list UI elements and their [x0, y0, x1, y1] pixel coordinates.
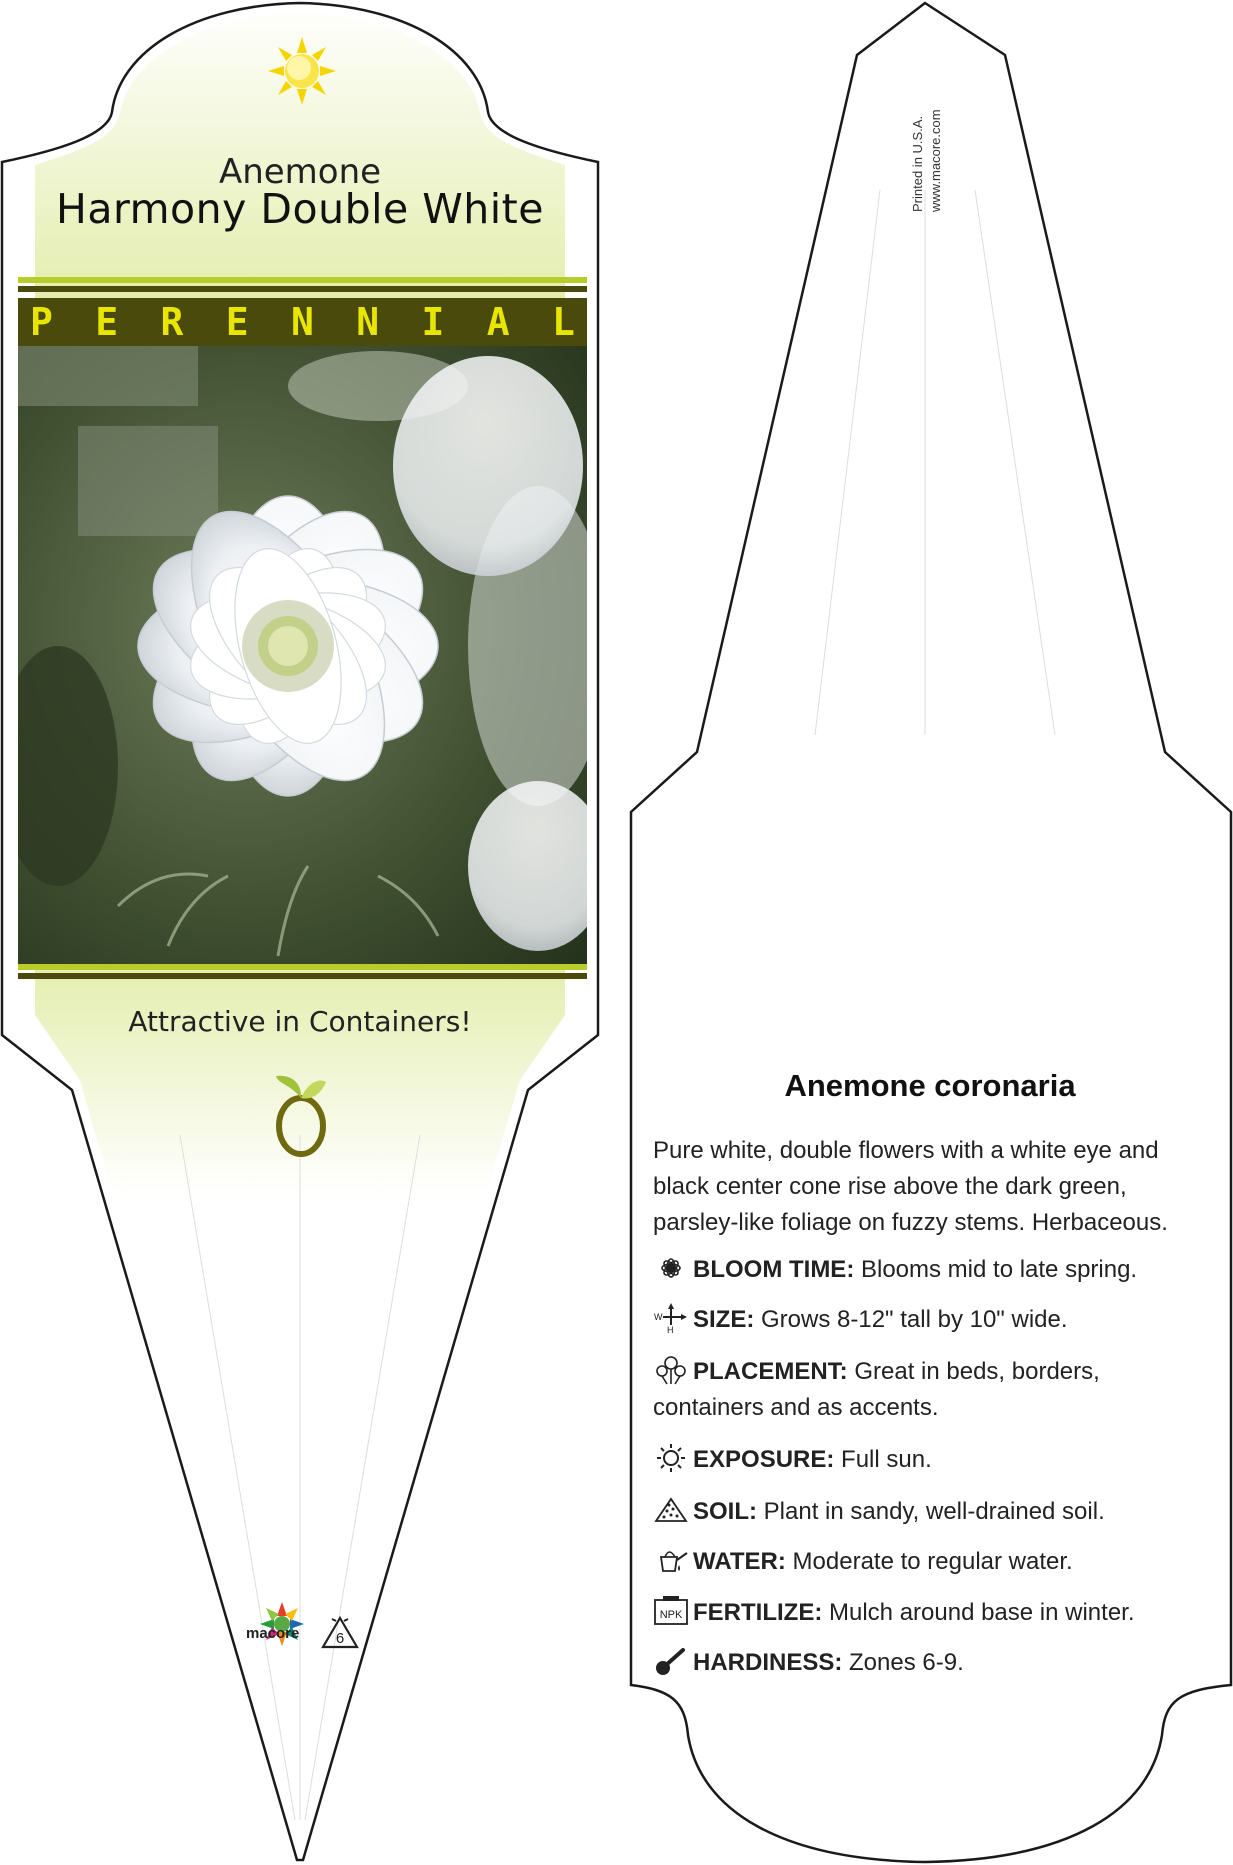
category-letter: A: [486, 300, 510, 344]
printed-line-2: www.macore.com: [928, 109, 943, 212]
care-hardiness: [653, 1645, 1198, 1681]
care-exposure: [653, 1442, 1198, 1478]
size-icon: [653, 1303, 689, 1333]
care-text: Great in beds, borders, containers and as accents.: [653, 1358, 1100, 1421]
care-label: EXPOSURE:: [693, 1446, 835, 1473]
botanical-name: Anemone coronaria: [784, 1068, 1076, 1103]
care-label: FERTILIZE:: [693, 1599, 823, 1626]
category-letter: L: [552, 300, 575, 344]
water-icon: [653, 1545, 689, 1575]
care-label: HARDINESS:: [693, 1649, 843, 1676]
care-fertilize: [653, 1595, 1198, 1631]
sprout-icon: [270, 1070, 332, 1160]
category-letter: E: [225, 300, 249, 344]
care-label: PLACEMENT:: [693, 1358, 848, 1385]
back-tag-shape: [631, 3, 1231, 1862]
soil-icon: [653, 1495, 689, 1525]
recycle-icon: [320, 1615, 360, 1651]
care-soil: [653, 1494, 1198, 1530]
care-bloom-time: [653, 1252, 1198, 1288]
care-water: [653, 1544, 1198, 1580]
printed-info: [908, 90, 948, 240]
care-text: Full sun.: [841, 1446, 932, 1473]
brand-name: macore: [246, 1625, 300, 1642]
care-label: SOIL:: [693, 1498, 757, 1525]
care-placement: [653, 1354, 1198, 1426]
care-size: [653, 1302, 1198, 1338]
care-text: Blooms mid to late spring.: [860, 1256, 1138, 1283]
category-letter: I: [421, 300, 445, 344]
npk-icon: [653, 1596, 689, 1626]
variety-name: Harmony Double White: [56, 185, 544, 233]
care-text: Zones 6-9.: [849, 1649, 964, 1676]
care-label: SIZE:: [693, 1306, 755, 1333]
tagline: Attractive in Containers!: [128, 1005, 472, 1038]
care-text: Plant in sandy, well-drained soil.: [763, 1498, 1105, 1525]
thermometer-icon: [653, 1646, 689, 1676]
printed-line-1: Printed in U.S.A.: [910, 115, 925, 212]
category-letter: N: [291, 300, 314, 344]
sun-icon: [262, 35, 342, 107]
category-bar: [18, 298, 587, 346]
care-text: Grows 8-12" tall by 10" wide.: [761, 1306, 1068, 1333]
care-text: Moderate to regular water.: [792, 1548, 1073, 1575]
placement-icon: [653, 1355, 689, 1385]
svg-text:H: H: [667, 1325, 674, 1333]
recycle-code: 6: [335, 1630, 345, 1647]
category-letter: P: [30, 300, 53, 344]
category-letter: R: [160, 300, 184, 344]
flower-photo: [18, 346, 587, 964]
category-letter: E: [95, 300, 119, 344]
flower-icon: [653, 1253, 689, 1283]
exposure-sun-icon: [653, 1443, 689, 1473]
category-letter: N: [356, 300, 380, 344]
care-label: BLOOM TIME:: [693, 1256, 855, 1283]
description: Pure white, double flowers with a white eye and black center cone rise above the dark green, parsley-like foliage on fuzzy stems. Herbaceous.: [653, 1137, 1168, 1236]
svg-text:NPK: NPK: [659, 1609, 683, 1621]
care-label: WATER:: [693, 1548, 786, 1575]
care-text: Mulch around base in winter.: [829, 1599, 1135, 1626]
svg-text:W: W: [654, 1312, 663, 1322]
common-name: Anemone: [218, 152, 382, 192]
